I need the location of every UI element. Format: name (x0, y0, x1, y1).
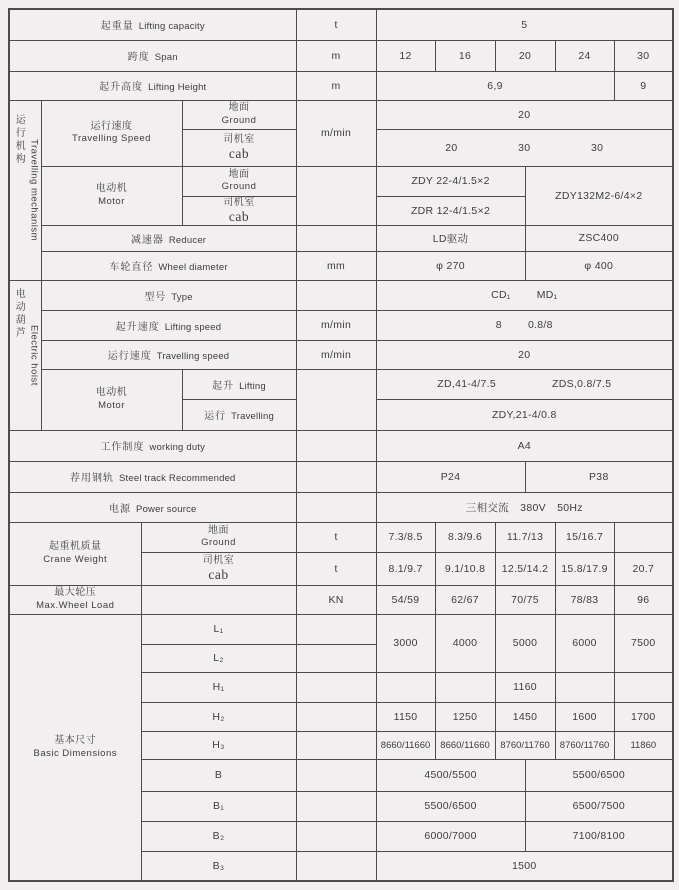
crane-weight-label-en: Crane Weight (43, 553, 108, 565)
row-tm-speed-ground (9, 100, 673, 129)
section-electric-hoist (9, 280, 41, 430)
lifting-capacity-label-en: Lifting capacity (138, 21, 205, 33)
dim-h1-value-empty (435, 672, 495, 702)
wheel-diameter-right-value: φ 400 (525, 251, 673, 280)
reducer-label-en: Reducer (168, 234, 207, 246)
hoist-type-pair (379, 289, 671, 301)
cab-label-zh: 司机室 (223, 134, 255, 146)
row-max-wheel-load (9, 585, 673, 614)
row-power-source (9, 492, 673, 522)
dim-h1-value-empty (376, 672, 435, 702)
hoist-motor-label-en: Motor (98, 399, 125, 411)
reducer-right-value: ZSC400 (525, 225, 673, 251)
row-span (9, 40, 673, 71)
span-label-en: Span (154, 52, 178, 63)
hoist-type-a: CD₁ (491, 289, 511, 301)
hoist-type-b: MD₁ (536, 289, 558, 301)
row-steel-track (9, 461, 673, 492)
ground-label-zh: 地面 (208, 524, 230, 536)
dim-b1-label: B₁ (141, 791, 296, 821)
dim-h2-label: H₂ (141, 702, 296, 731)
dim-h3-value: 11860 (614, 731, 673, 759)
crane-weight-cab-value: 9.1/10.8 (435, 552, 495, 585)
dim-l-value: 5000 (495, 614, 555, 672)
hoist-travelling-speed-value: 20 (376, 340, 673, 369)
max-wheel-load-sub-empty (141, 585, 296, 614)
row-reducer (9, 225, 673, 251)
dim-h3-unit-empty (296, 731, 376, 759)
power-source-label-zh: 电源 (109, 503, 132, 515)
max-wheel-load-value: 96 (614, 585, 673, 614)
row-wheel-diameter (9, 251, 673, 280)
dim-l2-label: L₂ (141, 644, 296, 672)
hoist-motor-label-zh: 电动机 (95, 387, 128, 399)
crane-weight-cab-value: 8.1/9.7 (376, 552, 435, 585)
crane-weight-ground-unit: t (296, 522, 376, 552)
power-source-label (9, 492, 296, 522)
steel-track-label-en: Steel track Recommended (119, 473, 236, 484)
section-travelling-mechanism-labels (12, 102, 39, 278)
hoist-lifting-speed-unit: m/min (296, 310, 376, 340)
tm-speed-ground-label (182, 100, 296, 129)
dim-l2-unit-empty (296, 644, 376, 672)
section-electric-hoist-labels (12, 282, 39, 428)
section-tm-label-en: Travelling mechanism (28, 138, 40, 242)
dim-b2-unit-empty (296, 821, 376, 851)
crane-weight-label-zh: 起重机质量 (49, 541, 102, 553)
span-unit: m (296, 40, 376, 71)
hoist-type-label-zh: 型号 (144, 291, 167, 303)
dim-l1-label: L₁ (141, 614, 296, 644)
tm-speed-cab-value: 30 (591, 141, 604, 154)
max-wheel-load-label-en: Max.Wheel Load (36, 599, 115, 611)
span-value: 24 (555, 40, 614, 71)
tm-motor-label-en: Motor (98, 195, 125, 207)
dim-b-unit-empty (296, 759, 376, 791)
row-hoist-type (9, 280, 673, 310)
hoist-type-unit-empty (296, 280, 376, 310)
hoist-motor-lifting-a: ZD,41-4/7.5 (437, 378, 497, 390)
dim-h3-value: 8660/11660 (435, 731, 495, 759)
crane-weight-ground-value: 7.3/8.5 (376, 522, 435, 552)
reducer-unit-empty (296, 225, 376, 251)
row-crane-weight-ground (9, 522, 673, 552)
tm-speed-ground-value: 20 (376, 100, 673, 129)
hoist-travelling-speed-label-zh: 运行速度 (107, 351, 152, 362)
tm-speed-cab-values (376, 129, 673, 166)
wheel-diameter-left-value: φ 270 (376, 251, 525, 280)
dim-h1-value: 1160 (495, 672, 555, 702)
lifting-capacity-unit: t (296, 9, 376, 40)
dim-l1-unit-empty (296, 614, 376, 644)
working-duty-label-zh: 工作制度 (100, 442, 145, 453)
tm-motor-ground-value: ZDY 22-4/1.5×2 (376, 166, 525, 196)
tm-motor-ground-label (182, 166, 296, 196)
tm-speed-label-en: Travelling Speed (72, 133, 151, 145)
max-wheel-load-value: 62/67 (435, 585, 495, 614)
crane-weight-ground-value: 8.3/9.6 (435, 522, 495, 552)
section-travelling-mechanism (9, 100, 41, 280)
dim-h3-value: 8760/11760 (555, 731, 614, 759)
dim-h1-value-empty (614, 672, 673, 702)
lifting-capacity-label (9, 9, 296, 40)
lifting-height-label-en: Lifting Height (148, 82, 207, 93)
hoist-lifting-speed-pair (379, 319, 671, 331)
dim-h2-unit-empty (296, 702, 376, 731)
dim-h2-value: 1700 (614, 702, 673, 731)
dim-l-value: 7500 (614, 614, 673, 672)
tm-motor-unit-empty (296, 166, 376, 225)
tm-speed-label (41, 100, 182, 166)
ground-label-en: Ground (221, 181, 257, 193)
hoist-motor-unit-empty (296, 369, 376, 430)
lifting-height-value-main: 6,9 (376, 71, 614, 100)
working-duty-unit-empty (296, 430, 376, 461)
lifting-capacity-label-zh: 起重量 (100, 21, 134, 33)
section-tm-label-zh: 运行机构 (13, 114, 25, 166)
tm-motor-label-zh: 电动机 (95, 183, 128, 195)
tm-speed-cab-values-grid (379, 142, 671, 154)
max-wheel-load-label-zh: 最大轮压 (54, 587, 97, 599)
max-wheel-load-value: 70/75 (495, 585, 555, 614)
wheel-diameter-label-zh: 车轮直径 (109, 262, 154, 273)
hoist-motor-travelling-label (182, 399, 296, 430)
wheel-diameter-unit: mm (296, 251, 376, 280)
tm-speed-cab-label (182, 129, 296, 166)
row-dim-l1 (9, 614, 673, 644)
span-label (9, 40, 296, 71)
dim-h2-value: 1250 (435, 702, 495, 731)
hoist-travelling-speed-unit: m/min (296, 340, 376, 369)
hoist-lifting-speed-value (376, 310, 673, 340)
steel-track-left-value: P24 (376, 461, 525, 492)
cab-label-zh: 司机室 (223, 197, 255, 209)
span-value: 30 (614, 40, 673, 71)
dim-h3-value: 8760/11760 (495, 731, 555, 759)
hoist-motor-lifting-label (182, 369, 296, 399)
max-wheel-load-value: 54/59 (376, 585, 435, 614)
ground-label-en: Ground (201, 537, 236, 549)
dim-h1-label: H₁ (141, 672, 296, 702)
hoist-motor-lifting-value (376, 369, 673, 399)
dim-b-label: B (141, 759, 296, 791)
crane-weight-ground-value-empty (614, 522, 673, 552)
section-eh-label-en: Electric hoist (28, 324, 40, 386)
hoist-motor-label (41, 369, 182, 430)
span-value: 16 (435, 40, 495, 71)
crane-weight-cab-value: 15.8/17.9 (555, 552, 614, 585)
reducer-label-zh: 减速器 (130, 234, 164, 246)
tm-speed-cab-value: 20 (445, 141, 458, 154)
dim-h2-value: 1450 (495, 702, 555, 731)
power-source-value: 三相交流 380V 50Hz (376, 492, 673, 522)
lifting-height-label-zh: 起升高度 (99, 82, 144, 93)
crane-weight-label (9, 522, 141, 585)
reducer-label (41, 225, 296, 251)
hoist-type-value (376, 280, 673, 310)
max-wheel-load-unit: KN (296, 585, 376, 614)
ground-label-zh: 地面 (228, 168, 250, 180)
max-wheel-load-value: 78/83 (555, 585, 614, 614)
wheel-diameter-label (41, 251, 296, 280)
dim-b2-label: B₂ (141, 821, 296, 851)
hoist-motor-travelling-label-en: Travelling (231, 411, 274, 422)
span-label-zh: 跨度 (127, 52, 150, 63)
power-source-unit-empty (296, 492, 376, 522)
hoist-travelling-speed-label-en: Travelling speed (156, 351, 230, 362)
section-eh-label-zh: 电动葫芦 (13, 288, 25, 340)
row-tm-motor-ground (9, 166, 673, 196)
hoist-lifting-speed-label-en: Lifting speed (164, 321, 222, 333)
crane-weight-ground-value: 15/16.7 (555, 522, 614, 552)
cab-label-en: cab (228, 145, 250, 161)
row-hoist-lifting-speed (9, 310, 673, 340)
hoist-motor-lifting-label-en: Lifting (239, 380, 266, 392)
tm-motor-label (41, 166, 182, 225)
dim-b1-left-value: 5500/6500 (376, 791, 525, 821)
steel-track-unit-empty (296, 461, 376, 492)
tm-motor-cab-label (182, 196, 296, 225)
row-working-duty (9, 430, 673, 461)
row-hoist-motor-lifting (9, 369, 673, 399)
dim-b2-right-value: 7100/8100 (525, 821, 673, 851)
lifting-height-unit: m (296, 71, 376, 100)
crane-spec-table (8, 8, 674, 882)
hoist-motor-lifting-pair (379, 378, 671, 390)
basic-dimensions-label-en: Basic Dimensions (33, 747, 117, 759)
hoist-motor-travelling-value: ZDY,21-4/0.8 (376, 399, 673, 430)
tm-motor-cab-value: ZDR 12-4/1.5×2 (376, 196, 525, 225)
crane-weight-cab-value: 12.5/14.2 (495, 552, 555, 585)
tm-speed-unit: m/min (296, 100, 376, 166)
hoist-lifting-speed-label (41, 310, 296, 340)
cab-label-en: cab (208, 566, 229, 582)
dim-b3-label: B₃ (141, 851, 296, 881)
dim-l-value: 4000 (435, 614, 495, 672)
hoist-lifting-speed-label-zh: 起升速度 (115, 321, 160, 333)
dim-h1-value-empty (555, 672, 614, 702)
crane-weight-ground-label (141, 522, 296, 552)
hoist-motor-lifting-b: ZDS,0.8/7.5 (552, 378, 612, 390)
crane-weight-ground-value: 11.7/13 (495, 522, 555, 552)
span-value: 12 (376, 40, 435, 71)
tm-speed-label-zh: 运行速度 (90, 120, 133, 132)
working-duty-label (9, 430, 296, 461)
lifting-height-value-last: 9 (614, 71, 673, 100)
dim-b1-unit-empty (296, 791, 376, 821)
wheel-diameter-label-en: Wheel diameter (158, 262, 228, 273)
ground-label-zh: 地面 (228, 102, 250, 114)
dim-h1-unit-empty (296, 672, 376, 702)
row-lifting-height (9, 71, 673, 100)
max-wheel-load-label (9, 585, 141, 614)
dim-h2-value: 1150 (376, 702, 435, 731)
dim-l-value: 6000 (555, 614, 614, 672)
dim-h2-value: 1600 (555, 702, 614, 731)
crane-weight-cab-unit: t (296, 552, 376, 585)
working-duty-label-en: working duty (149, 442, 206, 453)
dim-b1-right-value: 6500/7500 (525, 791, 673, 821)
steel-track-label-zh: 荐用钢轨 (70, 473, 114, 484)
dim-l-value: 3000 (376, 614, 435, 672)
steel-track-right-value: P38 (525, 461, 673, 492)
working-duty-value: A4 (376, 430, 673, 461)
row-hoist-travelling-speed (9, 340, 673, 369)
hoist-type-label (41, 280, 296, 310)
hoist-type-label-en: Type (171, 291, 193, 303)
row-lifting-capacity (9, 9, 673, 40)
lifting-height-label (9, 71, 296, 100)
hoist-lifting-speed-b: 0.8/8 (527, 319, 553, 331)
crane-weight-cab-label (141, 552, 296, 585)
hoist-lifting-speed-a: 8 (495, 319, 502, 331)
crane-weight-cab-value: 20.7 (614, 552, 673, 585)
dim-b3-unit-empty (296, 851, 376, 881)
lifting-capacity-value: 5 (376, 9, 673, 40)
basic-dimensions-label-zh: 基本尺寸 (54, 735, 97, 747)
power-source-label-en: Power source (136, 503, 197, 515)
dim-b3-value: 1500 (376, 851, 673, 881)
dim-b2-left-value: 6000/7000 (376, 821, 525, 851)
steel-track-label (9, 461, 296, 492)
dim-h3-label: H₃ (141, 731, 296, 759)
hoist-travelling-speed-label (41, 340, 296, 369)
tm-speed-cab-value: 30 (518, 141, 531, 154)
dim-b-right-value: 5500/6500 (525, 759, 673, 791)
cab-label-en: cab (228, 208, 250, 224)
cab-label-zh: 司机室 (202, 555, 235, 567)
span-value: 20 (495, 40, 555, 71)
hoist-motor-lifting-label-zh: 起升 (212, 380, 235, 392)
reducer-left-value: LD驱动 (376, 225, 525, 251)
basic-dimensions-label (9, 614, 141, 881)
dim-h3-value: 8660/11660 (376, 731, 435, 759)
ground-label-en: Ground (221, 114, 257, 126)
dim-b-left-value: 4500/5500 (376, 759, 525, 791)
tm-motor-combined-value: ZDY132M2-6/4×2 (525, 166, 673, 225)
hoist-motor-travelling-label-zh: 运行 (204, 411, 227, 422)
